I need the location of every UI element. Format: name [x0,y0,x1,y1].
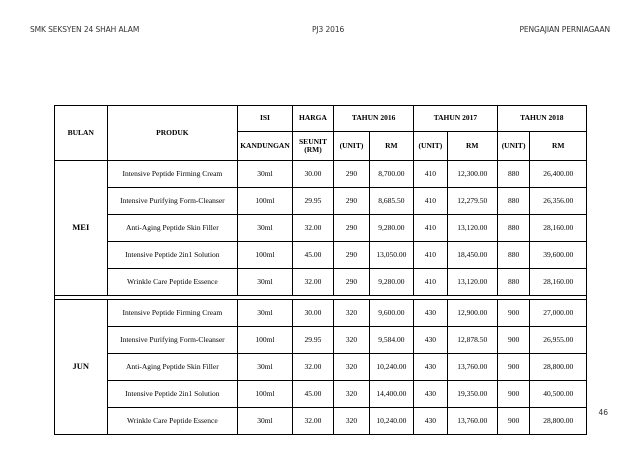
table-row [55,161,587,188]
cell-rm18: 28,160.00 [530,269,587,296]
header-produk: PRODUK [107,106,238,161]
month-cell: JUN [55,300,108,435]
cell-isi: 30ml [238,408,293,435]
page-number: 46 [598,408,608,417]
cell-u18: 900 [497,408,530,435]
cell-rm17: 12,300.00 [447,161,497,188]
cell-produk: Intensive Peptide Firming Cream [107,161,238,188]
cell-harga: 29.95 [292,188,333,215]
header-isi: ISI [238,106,293,132]
cell-u16: 320 [334,300,370,327]
cell-rm16: 14,400.00 [369,381,413,408]
table-row [55,408,587,435]
cell-harga: 32.00 [292,354,333,381]
cell-harga: 32.00 [292,408,333,435]
cell-u17: 410 [414,215,448,242]
cell-rm18: 28,160.00 [530,215,587,242]
table-row [55,242,587,269]
cell-u17: 410 [414,269,448,296]
cell-rm17: 13,120.00 [447,269,497,296]
cell-isi: 30ml [238,269,293,296]
table-row [55,188,587,215]
cell-rm18: 39,600.00 [530,242,587,269]
cell-rm18: 26,356.00 [530,188,587,215]
cell-rm16: 9,280.00 [369,215,413,242]
cell-u17: 410 [414,161,448,188]
cell-u17: 410 [414,188,448,215]
header-bulan: BULAN [55,106,108,161]
table-row [55,381,587,408]
cell-harga: 29.95 [292,327,333,354]
cell-u16: 320 [334,381,370,408]
cell-rm18: 26,955.00 [530,327,587,354]
cell-produk: Intensive Peptide 2in1 Solution [107,242,238,269]
cell-produk: Intensive Peptide Firming Cream [107,300,238,327]
cell-isi: 30ml [238,354,293,381]
header-tahun-2016: TAHUN 2016 [334,106,414,132]
cell-u16: 290 [334,269,370,296]
cell-u17: 430 [414,381,448,408]
cell-produk: Anti-Aging Peptide Skin Filler [107,354,238,381]
cell-u17: 430 [414,354,448,381]
cell-rm17: 12,878.50 [447,327,497,354]
header-rm-2016: RM [369,132,413,161]
cell-produk: Intensive Purifying Form-Cleanser [107,327,238,354]
cell-rm17: 13,760.00 [447,354,497,381]
cell-rm18: 28,800.00 [530,408,587,435]
cell-isi: 30ml [238,161,293,188]
cell-u18: 880 [497,269,530,296]
cell-produk: Anti-Aging Peptide Skin Filler [107,215,238,242]
cell-harga: 30.00 [292,161,333,188]
header-subject: PENGAJIAN PERNIAGAAN [519,25,610,34]
cell-rm16: 9,584.00 [369,327,413,354]
cell-rm16: 9,280.00 [369,269,413,296]
cell-produk: Wrinkle Care Peptide Essence [107,269,238,296]
cell-u16: 290 [334,215,370,242]
cell-produk: Wrinkle Care Peptide Essence [107,408,238,435]
cell-rm16: 10,240.00 [369,354,413,381]
cell-rm17: 19,350.00 [447,381,497,408]
cell-u18: 900 [497,300,530,327]
cell-u18: 900 [497,327,530,354]
header-kandungan: KANDUNGAN [238,132,293,161]
cell-rm16: 13,050.00 [369,242,413,269]
cell-u16: 290 [334,161,370,188]
cell-u18: 880 [497,215,530,242]
cell-u18: 880 [497,188,530,215]
cell-rm16: 8,685.50 [369,188,413,215]
cell-u17: 430 [414,300,448,327]
cell-rm17: 13,760.00 [447,408,497,435]
header-code: PJ3 2016 [312,25,345,34]
cell-rm18: 40,500.00 [530,381,587,408]
cell-harga: 30.00 [292,300,333,327]
cell-u16: 320 [334,408,370,435]
cell-u16: 320 [334,327,370,354]
cell-isi: 100ml [238,188,293,215]
cell-rm17: 18,450.00 [447,242,497,269]
cell-u16: 290 [334,242,370,269]
header-rm-2017: RM [447,132,497,161]
cell-u18: 900 [497,381,530,408]
cell-isi: 30ml [238,300,293,327]
header-seunit: SEUNIT (RM) [292,132,333,161]
header-harga: HARGA [292,106,333,132]
cell-rm18: 26,400.00 [530,161,587,188]
table-row [55,300,587,327]
cell-produk: Intensive Purifying Form-Cleanser [107,188,238,215]
cell-rm16: 10,240.00 [369,408,413,435]
month-cell: MEI [55,161,108,296]
cell-isi: 100ml [238,242,293,269]
table-row [55,327,587,354]
header-unit-2018: (UNIT) [497,132,530,161]
header-unit-2017: (UNIT) [414,132,448,161]
cell-harga: 32.00 [292,269,333,296]
header-tahun-2017: TAHUN 2017 [414,106,498,132]
header-tahun-2018: TAHUN 2018 [497,106,586,132]
table-row [55,269,587,296]
cell-harga: 45.00 [292,242,333,269]
cell-rm17: 12,900.00 [447,300,497,327]
cell-u16: 290 [334,188,370,215]
cell-u16: 320 [334,354,370,381]
cell-u17: 430 [414,408,448,435]
cell-u18: 900 [497,354,530,381]
cell-produk: Intensive Peptide 2in1 Solution [107,381,238,408]
cell-rm16: 9,600.00 [369,300,413,327]
table-row [55,215,587,242]
cell-harga: 32.00 [292,215,333,242]
cell-rm18: 27,000.00 [530,300,587,327]
header-rm-2018: RM [530,132,587,161]
header-school: SMK SEKSYEN 24 SHAH ALAM [30,25,140,34]
cell-rm18: 28,800.00 [530,354,587,381]
sales-table [54,105,587,435]
cell-harga: 45.00 [292,381,333,408]
header-unit-2016: (UNIT) [334,132,370,161]
table-row [55,354,587,381]
cell-isi: 100ml [238,327,293,354]
cell-isi: 100ml [238,381,293,408]
cell-isi: 30ml [238,215,293,242]
cell-rm17: 13,120.00 [447,215,497,242]
cell-u17: 410 [414,242,448,269]
cell-u17: 430 [414,327,448,354]
cell-rm16: 8,700.00 [369,161,413,188]
cell-rm17: 12,279.50 [447,188,497,215]
cell-u18: 880 [497,161,530,188]
cell-u18: 880 [497,242,530,269]
